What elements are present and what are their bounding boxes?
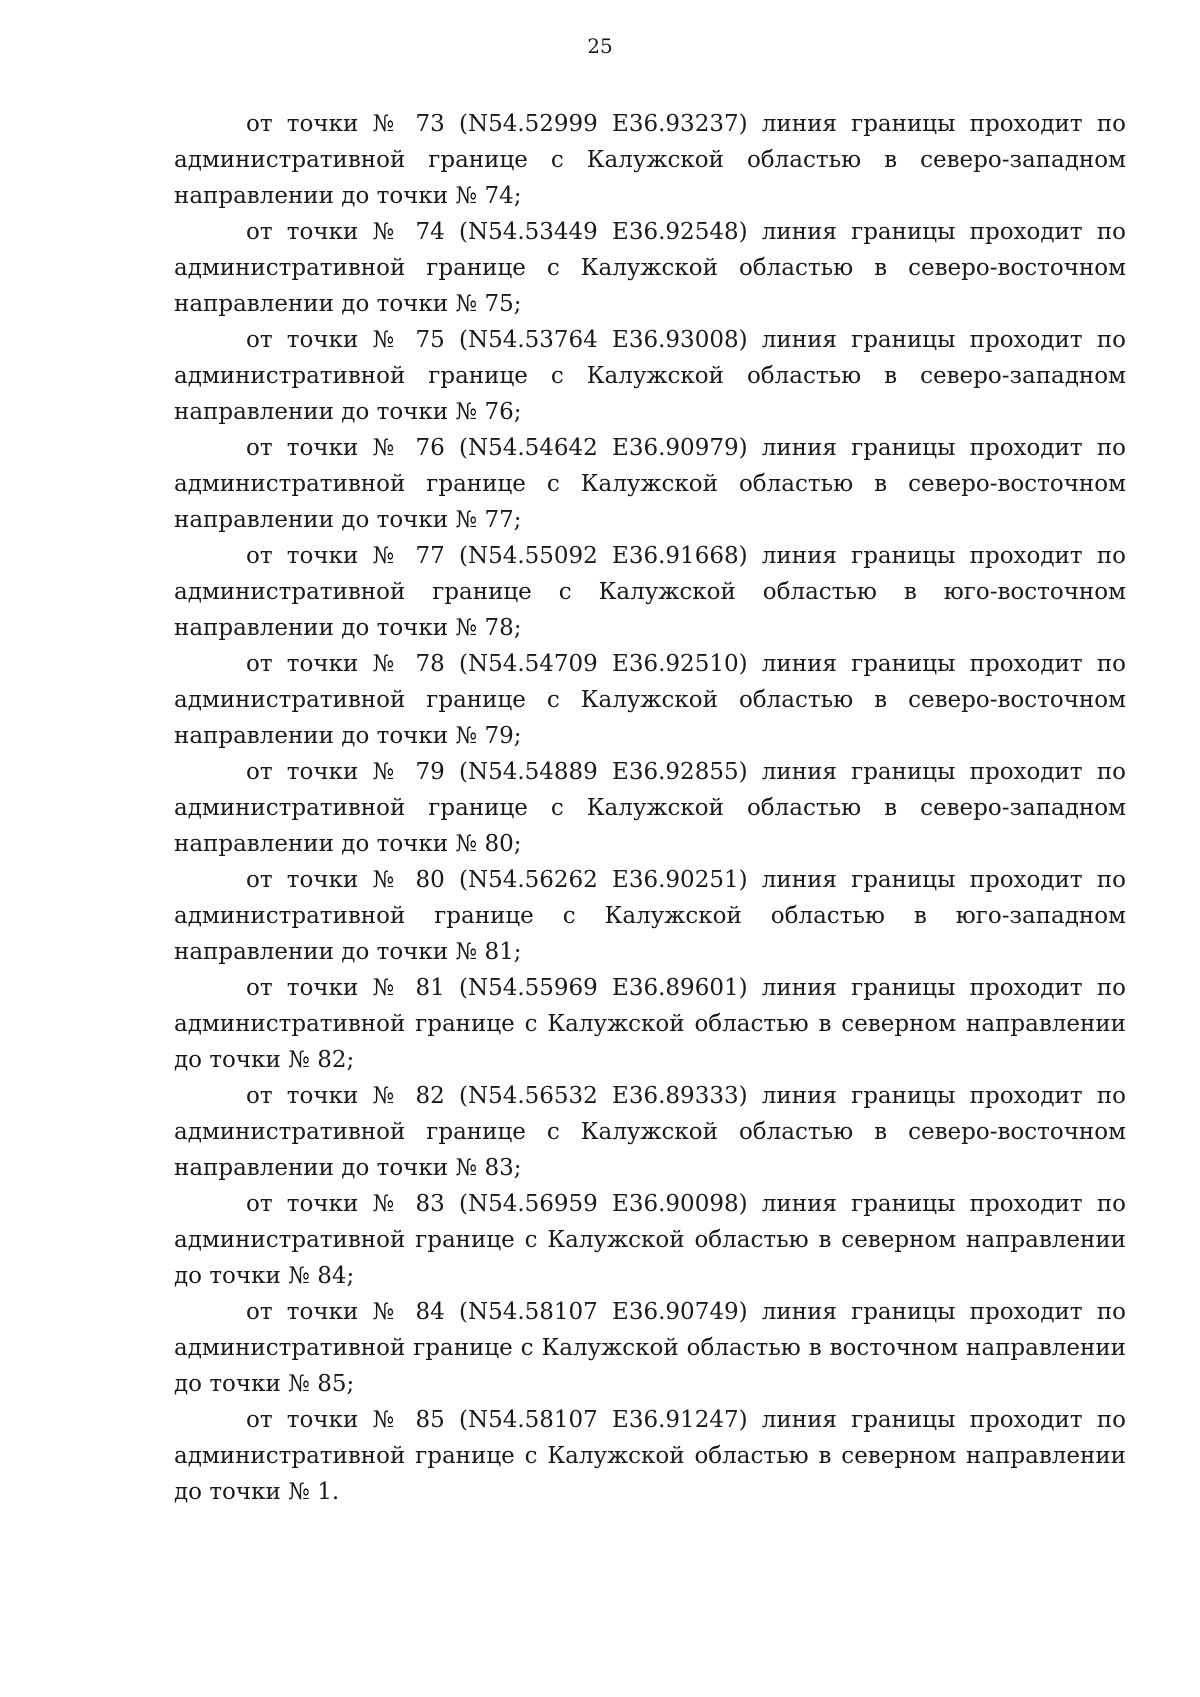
boundary-paragraph-73: от точки № 73 (N54.52999 E36.93237) линия границы проходит по административной границе с Калужской областью в северо-западном направлении до точки № 74; <box>174 111 1126 209</box>
boundary-paragraph-75: от точки № 75 (N54.53764 E36.93008) линия границы проходит по административной границе с Калужской областью в северо-западном направлении до точки № 76; <box>174 327 1126 425</box>
boundary-paragraph-78: от точки № 78 (N54.54709 E36.92510) линия границы проходит по административной границе с Калужской областью в северо-восточном направлении до точки № 79; <box>174 651 1126 749</box>
boundary-paragraph-84: от точки № 84 (N54.58107 E36.90749) линия границы проходит по административной границе с Калужской областью в восточном направлении до точки № 85; <box>174 1299 1126 1397</box>
boundary-paragraph-83: от точки № 83 (N54.56959 E36.90098) линия границы проходит по административной границе с Калужской областью в северном направлении до точки № 84; <box>174 1191 1126 1289</box>
boundary-paragraph-76: от точки № 76 (N54.54642 E36.90979) линия границы проходит по административной границе с Калужской областью в северо-восточном направлении до точки № 77; <box>174 435 1126 533</box>
boundary-paragraph-80: от точки № 80 (N54.56262 E36.90251) линия границы проходит по административной границе с Калужской областью в юго-западном направлении до точки № 81; <box>174 867 1126 965</box>
boundary-paragraph-79: от точки № 79 (N54.54889 E36.92855) линия границы проходит по административной границе с Калужской областью в северо-западном направлении до точки № 80; <box>174 759 1126 857</box>
boundary-paragraph-85: от точки № 85 (N54.58107 E36.91247) линия границы проходит по административной границе с Калужской областью в северном направлении до точки № 1. <box>174 1407 1126 1505</box>
boundary-paragraph-82: от точки № 82 (N54.56532 E36.89333) линия границы проходит по административной границе с Калужской областью в северо-восточном направлении до точки № 83; <box>174 1083 1126 1181</box>
document-body <box>174 106 1126 1510</box>
boundary-paragraph-77: от точки № 77 (N54.55092 E36.91668) линия границы проходит по административной границе с Калужской областью в юго-восточном направлении до точки № 78; <box>174 543 1126 641</box>
page-number: 25 <box>587 34 613 58</box>
boundary-paragraph-74: от точки № 74 (N54.53449 E36.92548) линия границы проходит по административной границе с Калужской областью в северо-восточном направлении до точки № 75; <box>174 219 1126 317</box>
boundary-paragraph-81: от точки № 81 (N54.55969 E36.89601) линия границы проходит по административной границе с Калужской областью в северном направлении до точки № 82; <box>174 975 1126 1073</box>
